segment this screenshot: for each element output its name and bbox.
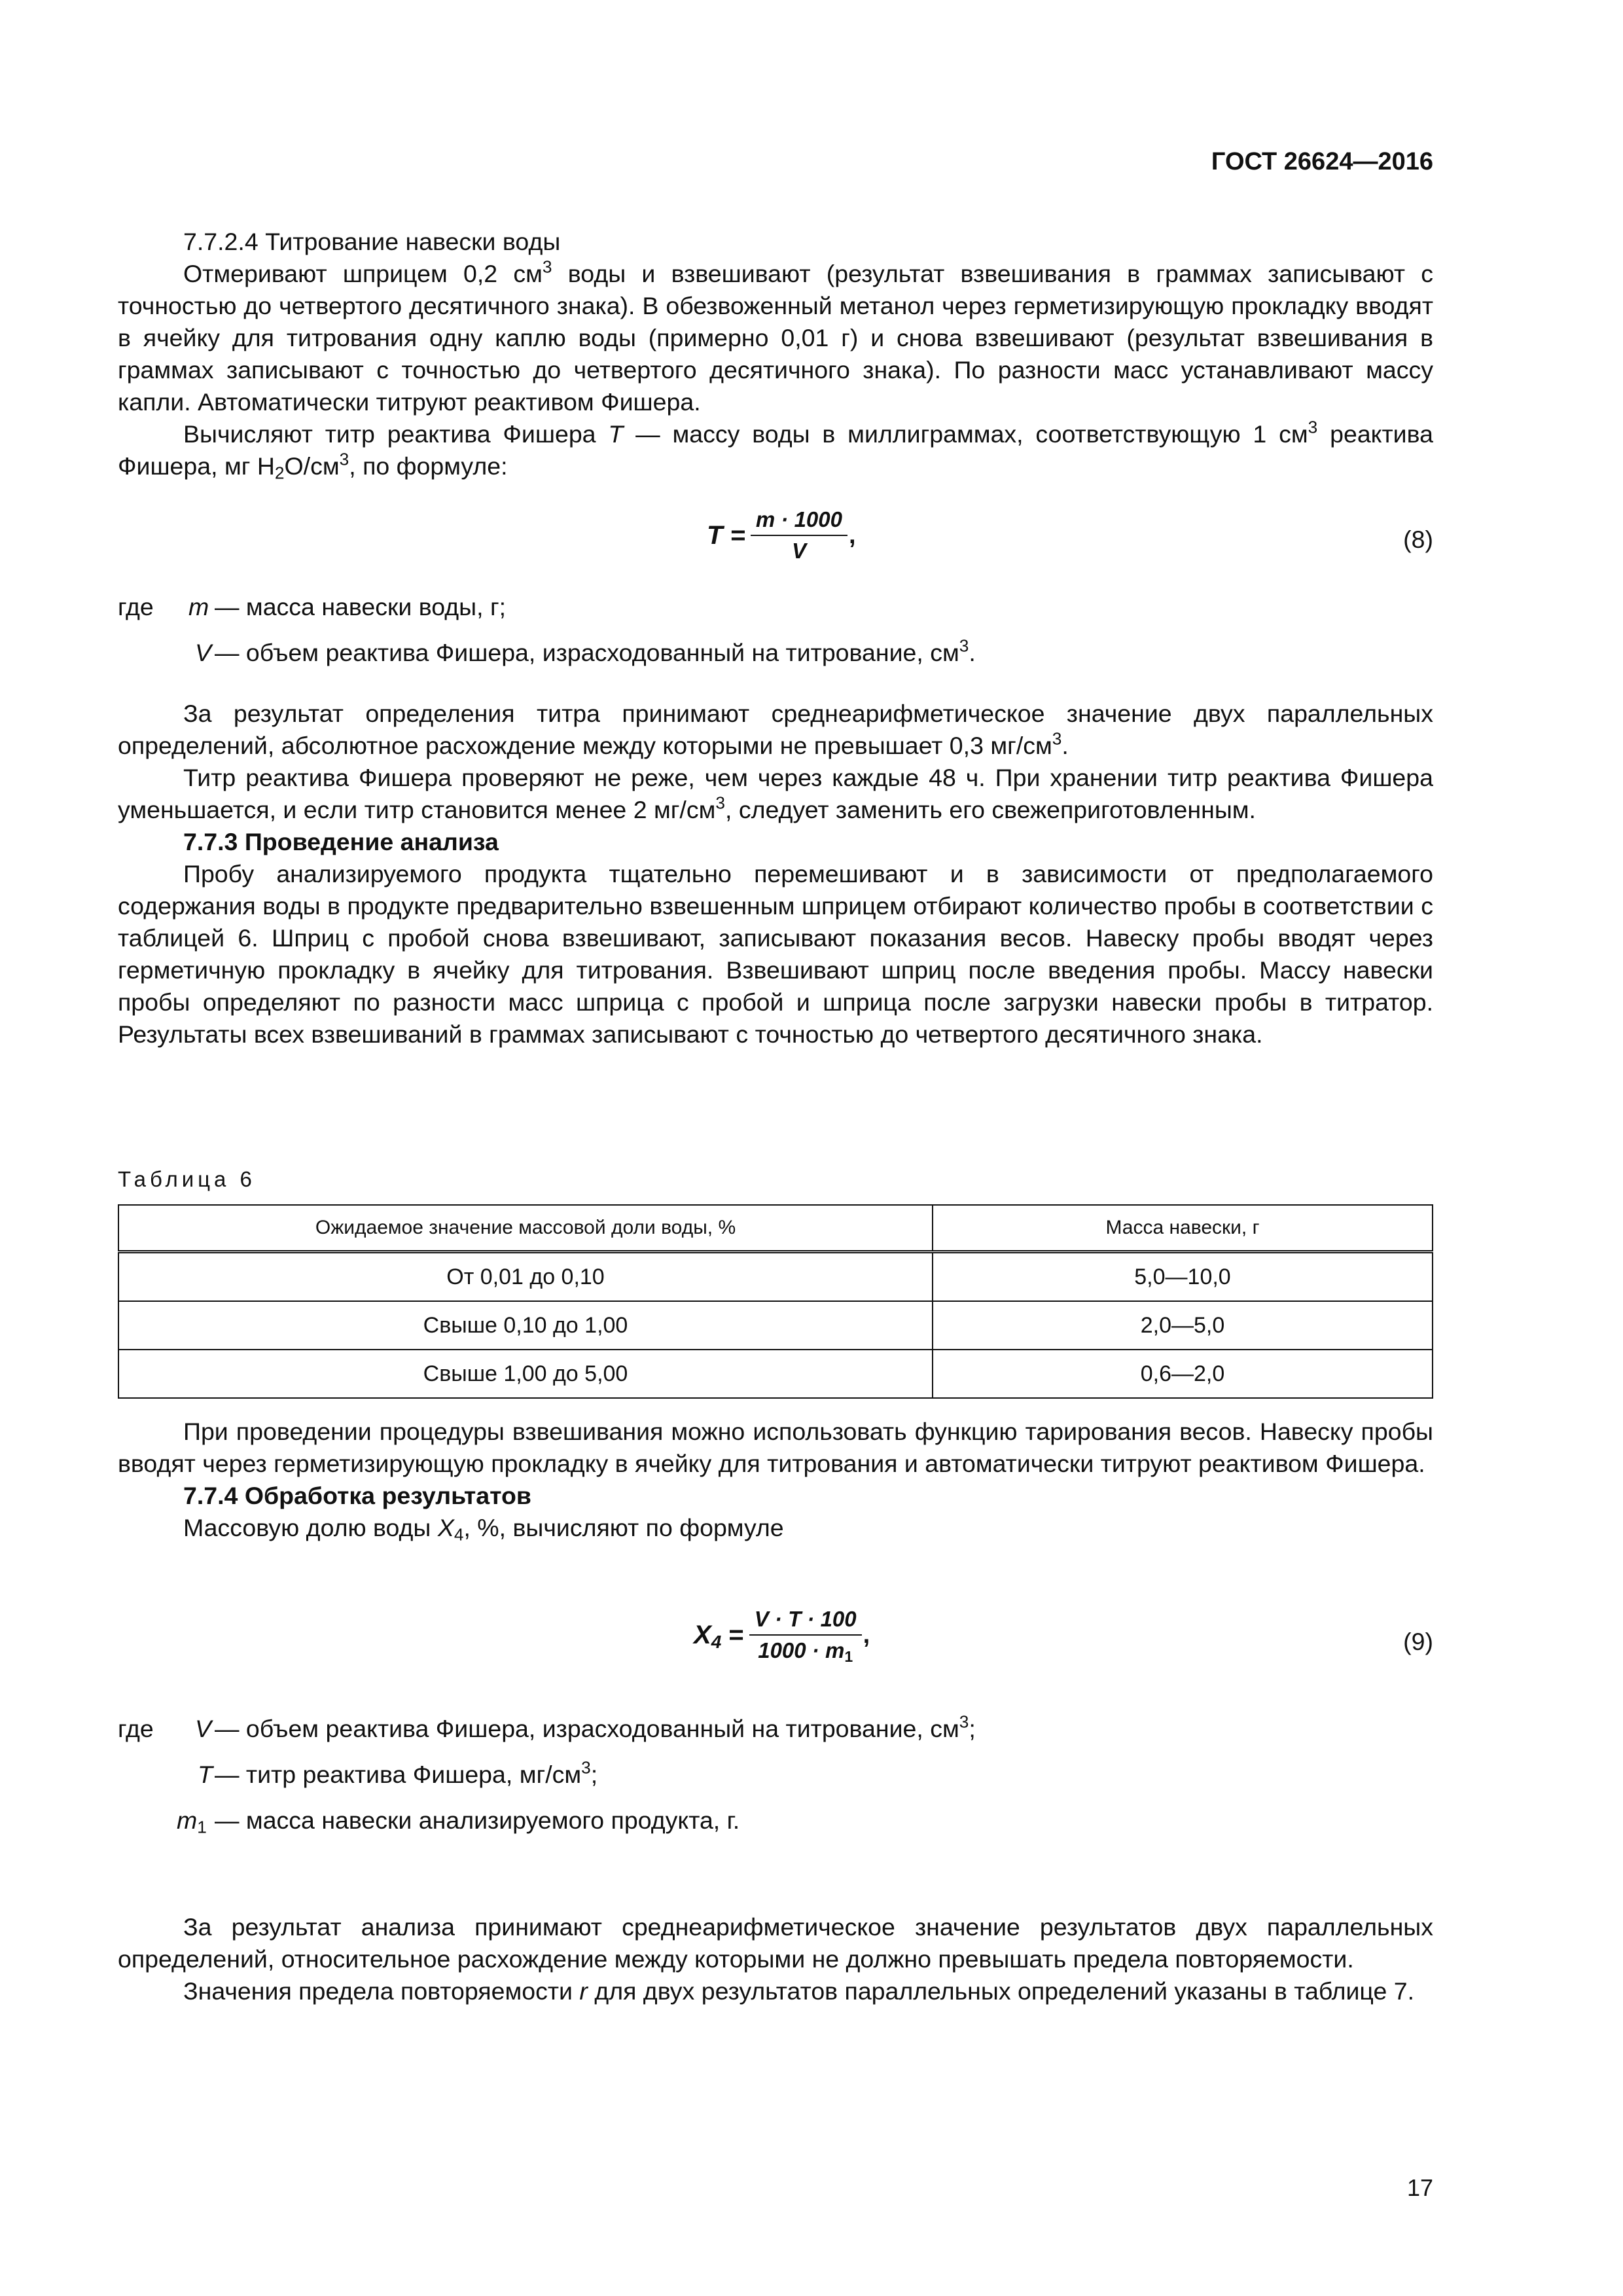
paragraph: При проведении процедуры взвешивания можно использовать функцию тарирования весов. Навеску пробы вводят через герметизирующую прокладку в ячейку для титрования и автоматически титруют реактивом Фишера. <box>118 1418 1433 1477</box>
where-block-9: где V — объем реактива Фишера, израсходованный на титрование, $см^3$; T — титр реактива Фишера, $мг/см^3$; $m_1$ — масса навески анализируемого продукта, г. <box>118 1712 976 1837</box>
formula-fraction: $\frac{m \cdot 1000}{V}$ <box>751 507 847 564</box>
table-6 <box>118 1204 1433 1399</box>
paragraph: Титр реактива Фишера проверяют не реже, чем через каждые 48 ч. При хранении титр реактива Фишера уменьшается, и если титр становится менее 2 $мг/см^3$, следует заменить его свежеприготовленным. <box>118 764 1433 823</box>
paragraph: За результат анализа принимают среднеарифметическое значение результатов двух параллельных определений, относительное расхождение между которыми не должно превышать предела повторяемости. <box>118 1913 1433 1973</box>
table-header: Ожидаемое значение массовой доли воды, % <box>118 1205 933 1252</box>
formula-number: (8) <box>1403 526 1433 553</box>
paragraph: За результат определения титра принимают среднеарифметическое значение двух параллельных определений, абсолютное расхождение между которыми не превышает 0,3 $мг/см^3$. <box>118 700 1433 759</box>
titre-paragraphs <box>118 698 1433 1050</box>
table-row: От 0,01 до 0,10 5,0—10,0 <box>118 1252 1433 1302</box>
final-text <box>118 1911 1433 2007</box>
page-number: 17 <box>1406 2174 1433 2201</box>
formula-8: T = $\frac{m \cdot 1000}{V}$ , (8) <box>707 507 1433 563</box>
section-heading: 7.7.4 Обработка результатов <box>183 1482 531 1509</box>
paragraph: Отмеривают шприцем 0,2 $см^3$ воды и взвешивают (результат взвешивания в граммах записывают с точностью до четвертого десятичного знака). В обезвоженный метанол через герметизирующую прокладку вводят в ячейку для титрования одну каплю воды (примерно 0,01 г) и снова взвешивают (результат взвешивания в граммах записывают с точностью до четвертого десятичного знака). По разности масс устанавливают массу капли. Автоматически титруют реактивом Фишера. <box>118 257 1433 416</box>
table-row: Свыше 0,10 до 1,00 2,0—5,0 <box>118 1301 1433 1350</box>
formula-lhs: T = <box>707 520 745 550</box>
paragraph: Пробу анализируемого продукта тщательно перемешивают и в зависимости от предполагаемого содержания воды в продукте предварительно взвешенным шприцем отбирают количество пробы в соответствии с таблицей 6. Шприц с пробой снова взвешивают, записывают показания весов. Навеску пробы вводят через герметичную прокладку в ячейку для титрования. Взвешивают шприц после введения пробы. Массу навески пробы определяют по разности масс шприца с пробой и шприца после загрузки навески пробы в титратор. Результаты всех взвешиваний в граммах записывают с точностью до четвертого десятичного знака. <box>118 860 1433 1048</box>
table-header: Масса навески, г <box>933 1205 1433 1252</box>
formula-fraction: $\frac{V \cdot T \cdot 100}{1000 \cdot m_1}$ <box>749 1607 862 1663</box>
paragraph: Массовую долю воды $X_4$, %, вычисляют по формуле <box>183 1514 784 1545</box>
paragraph: Значения предела повторяемости r для двух результатов параллельных определений указаны в таблице 7. <box>183 1977 1415 2005</box>
section-heading: 7.7.3 Проведение анализа <box>183 828 499 855</box>
formula-lhs: $X_4$ = <box>694 1620 744 1652</box>
table-caption: Таблица 6 <box>118 1167 256 1191</box>
after-table-text <box>118 1416 1433 1544</box>
table-row: Свыше 1,00 до 5,00 0,6—2,0 <box>118 1350 1433 1398</box>
formula-9: $X_4$ = $\frac{V \cdot T \cdot 100}{1000 \cdot m_1}$ , (9) <box>694 1607 1433 1665</box>
where-block-8: где m — масса навески воды, г; V — объем реактива Фишера, израсходованный на титрование, $см^3$. <box>118 593 976 666</box>
document-id: ГОСТ 26624—2016 <box>1211 148 1433 175</box>
paragraph: Вычисляют титр реактива Фишера T — массу воды в миллиграммах, соответствующую 1 $см^3$ реактива Фишера, мг $H_2O/см^3$, по формуле: <box>118 417 1433 483</box>
section-7724 <box>118 226 1433 482</box>
section-heading: 7.7.2.4 Титрование навески воды <box>183 228 561 255</box>
formula-number: (9) <box>1403 1628 1433 1655</box>
